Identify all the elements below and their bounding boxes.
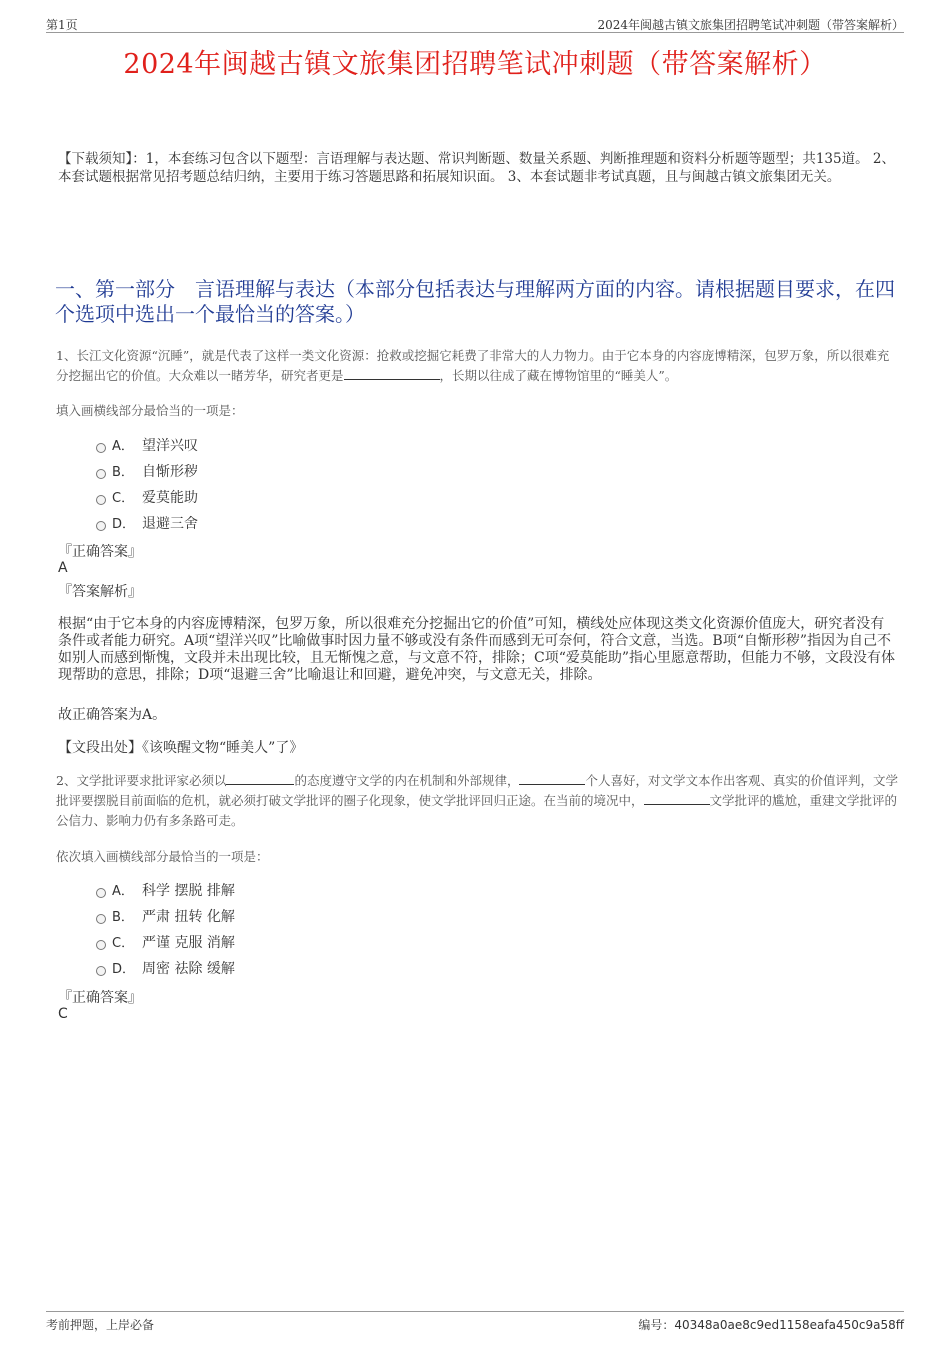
- radio-icon[interactable]: [96, 443, 106, 453]
- answer-blank: [519, 772, 585, 785]
- radio-icon[interactable]: [96, 521, 106, 531]
- answer-blank: [644, 792, 710, 805]
- text-source: 【文段出处】《该唤醒文物“睡美人”了》: [58, 740, 304, 756]
- question-1-stem: [56, 346, 898, 386]
- radio-icon[interactable]: [96, 888, 106, 898]
- section-title: 一、第一部分 言语理解与表达（本部分包括表达与理解两方面的内容。请根据题目要求，在四个选项中选出一个最恰当的答案。）: [55, 277, 895, 326]
- question-2-prompt: 依次填入画横线部分最恰当的一项是：: [56, 849, 269, 864]
- footer-slogan: 考前押题，上岸必备: [46, 1318, 155, 1332]
- question-1-options: [96, 433, 198, 537]
- radio-icon[interactable]: [96, 495, 106, 505]
- question-2-stem: [56, 771, 898, 831]
- question-1-stem-part1: 1、长江文化资源“沉睡”，就是代表了这样一类文化资源：抢救或挖掘它耗费了非常大的人力物力。由于它本身的内容庞博精深，包罗万象，所以很难充分挖掘出它的价值。大众难以一睹芳华，研究者更是: [56, 348, 890, 383]
- correct-answer: C: [58, 1006, 68, 1022]
- correct-answer-label: 『正确答案』: [58, 990, 142, 1006]
- option-a[interactable]: A． 科学 摆脱 排解: [96, 878, 235, 904]
- footer-code-label: 编号：: [638, 1318, 675, 1332]
- question-2-stem-d: 文学批评的尴尬，重建文学批评的公信力、影响力仍有多条路可走。: [56, 793, 898, 828]
- option-b[interactable]: B． 自惭形秽: [96, 459, 198, 485]
- answer-blank: [226, 772, 294, 785]
- question-2-stem-a: 2、文学批评要求批评家必须以: [56, 773, 227, 788]
- option-b[interactable]: B． 严肃 扭转 化解: [96, 904, 235, 930]
- correct-answer: A: [58, 560, 68, 576]
- option-c[interactable]: C． 爱莫能助: [96, 485, 198, 511]
- option-d[interactable]: D． 周密 祛除 缓解: [96, 956, 235, 982]
- question-2-stem-b: 的态度遵守文学的内在机制和外部规律，: [294, 773, 520, 788]
- radio-icon[interactable]: [96, 914, 106, 924]
- option-d[interactable]: D． 退避三舍: [96, 511, 198, 537]
- question-1-stem-part2: ，长期以往成了藏在博物馆里的“睡美人”。: [439, 368, 678, 383]
- page-number: 第1页: [46, 18, 78, 32]
- footer-code: [638, 1316, 904, 1333]
- page-header: [46, 14, 904, 33]
- download-notice: 【下载须知】：1，本套练习包含以下题型：言语理解与表达题、常识判断题、数量关系题、判断推理题和资料分析题等题型；共135道。 2、本套试题根据常见招考题总结归纳，主要用于练习答题思路和拓展知识面。 3、本套试题非考试真题，且与闽越古镇文旅集团无关。: [58, 151, 895, 185]
- page-footer: [46, 1311, 904, 1332]
- option-a[interactable]: A． 望洋兴叹: [96, 433, 198, 459]
- header-doc-title: 2024年闽越古镇文旅集团招聘笔试冲刺题（带答案解析）: [597, 18, 904, 32]
- answer-conclusion: 故正确答案为A。: [58, 707, 167, 723]
- analysis-label: 『答案解析』: [58, 584, 142, 600]
- document-title: 2024年闽越古镇文旅集团招聘笔试冲刺题（带答案解析）: [123, 49, 827, 80]
- radio-icon[interactable]: [96, 966, 106, 976]
- radio-icon[interactable]: [96, 940, 106, 950]
- answer-blank: [344, 367, 440, 380]
- question-2-stem-c: 个人喜好，对文学文本作出客观、真实的价值评判，文学批评要摆脱目前面临的危机，就必须打破文学批评的圈子化现象，使文学批评回归正途。在当前的境况中，: [56, 773, 898, 808]
- option-c[interactable]: C． 严谨 克服 消解: [96, 930, 235, 956]
- question-1-prompt: 填入画横线部分最恰当的一项是：: [56, 403, 244, 418]
- question-2-options: [96, 878, 235, 982]
- footer-code-value: 40348a0ae8c9ed1158eafa450c9a58ff: [674, 1318, 904, 1332]
- answer-analysis: 根据“由于它本身的内容庞博精深，包罗万象，所以很难充分挖掘出它的价值”可知，横线处应体现这类文化资源价值庞大，研究者没有条件或者能力研究。A项“望洋兴叹”比喻做事时因力量不够或没有条件而感到无可奈何，符合文意，当选。B项“自惭形秽”指因为自己不如别人而感到惭愧，文段并未出现比较，且无惭愧之意，与文意不符，排除；C项“爱莫能助”指心里愿意帮助，但能力不够，文段没有体现帮助的意思，排除；D项“退避三舍”比喻退让和回避，避免冲突，与文意无关，排除。: [58, 616, 896, 683]
- radio-icon[interactable]: [96, 469, 106, 479]
- correct-answer-label: 『正确答案』: [58, 544, 142, 560]
